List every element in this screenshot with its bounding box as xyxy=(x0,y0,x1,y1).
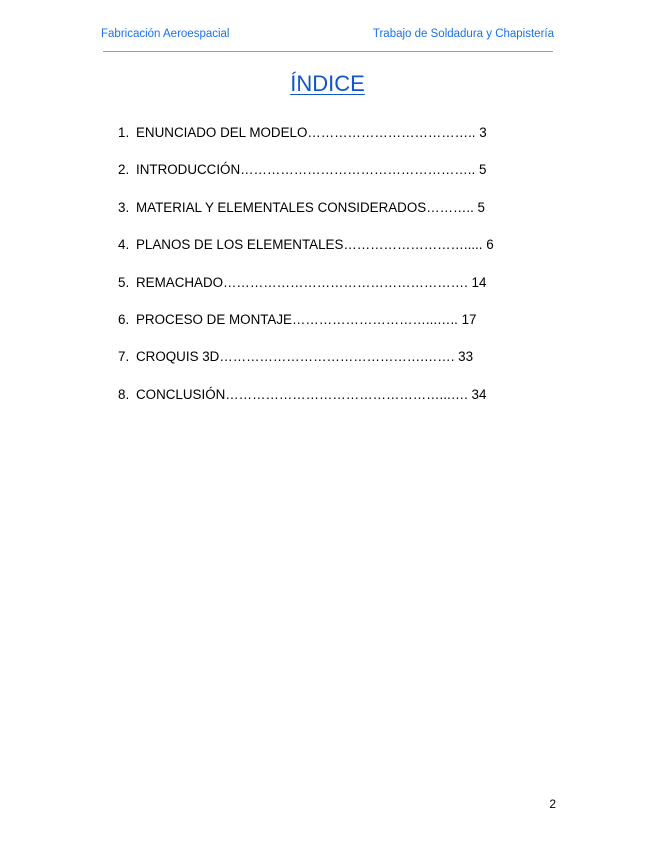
toc-entry[interactable] xyxy=(118,386,494,404)
toc-text: PLANOS DE LOS ELEMENTALES………………………..... 6 xyxy=(136,237,494,253)
toc-text: ENUNCIADO DEL MODELO……………………………….. 3 xyxy=(136,125,487,140)
toc-number: 3. xyxy=(118,199,130,215)
toc-entry[interactable] xyxy=(118,348,494,366)
toc-entry[interactable] xyxy=(118,236,494,254)
header-right-text: Trabajo de Soldadura y Chapistería xyxy=(372,28,554,40)
toc-number: 5. xyxy=(118,274,130,290)
toc-entry[interactable] xyxy=(118,274,494,292)
toc-entry[interactable] xyxy=(118,124,494,142)
page-number: 2 xyxy=(549,797,556,811)
toc-number: 7. xyxy=(118,349,130,365)
toc-number: 8. xyxy=(118,386,130,402)
header-divider xyxy=(103,51,553,52)
toc-text: CROQUIS 3D……………………………………….……. 33 xyxy=(136,349,474,365)
toc-entry[interactable] xyxy=(118,161,494,179)
toc-number: 2. xyxy=(118,162,130,178)
toc-text: REMACHADO………………………………………………. 14 xyxy=(136,274,487,290)
toc-text: MATERIAL Y ELEMENTALES CONSIDERADOS……….. 5 xyxy=(136,199,485,215)
toc-entry[interactable] xyxy=(118,199,494,217)
header-left-text: Fabricación Aeroespacial xyxy=(101,28,230,40)
toc-text: INTRODUCCIÓN…………………………………………….. 5 xyxy=(136,162,487,178)
toc-number: 1. xyxy=(118,125,130,140)
toc-text: CONCLUSIÓN…………………………………………...…. 34 xyxy=(136,386,487,402)
page-title[interactable]: ÍNDICE xyxy=(290,71,365,96)
toc-text: PROCESO DE MONTAJE…………………………...….. 17 xyxy=(136,311,477,327)
toc-number: 4. xyxy=(118,237,130,253)
toc-entry[interactable] xyxy=(118,311,494,329)
table-of-contents xyxy=(118,124,494,423)
toc-number: 6. xyxy=(118,311,130,327)
